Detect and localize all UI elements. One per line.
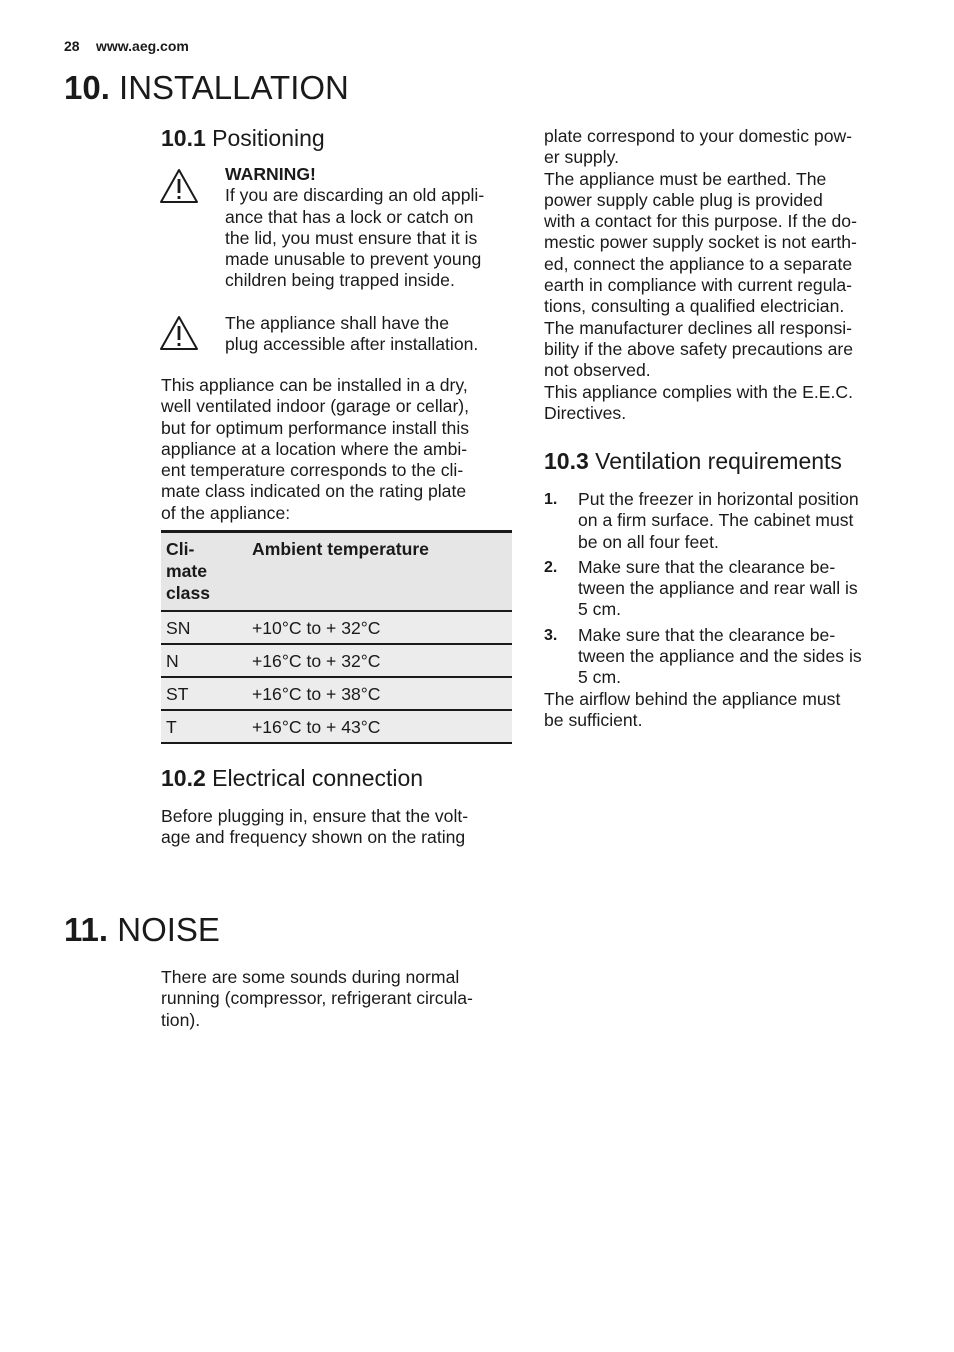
intro-line: This appliance can be installed in a dry, xyxy=(161,375,468,395)
table-row xyxy=(161,611,512,644)
subsection-title: Positioning xyxy=(212,125,325,151)
positioning-intro xyxy=(161,375,469,524)
subsection-10-1-heading xyxy=(161,123,325,153)
climate-class-cell: ST xyxy=(161,677,247,710)
section-title: INSTALLATION xyxy=(119,69,349,106)
step-line: Make sure that the clearance be- xyxy=(578,624,836,645)
step-line: Put the freezer in horizontal position xyxy=(578,489,859,509)
electrical-line: The appliance must be earthed. The xyxy=(544,168,827,189)
electrical-line: ed, connect the appliance to a separate xyxy=(544,253,853,274)
warning-line: If you are discarding an old appli- xyxy=(225,185,485,206)
step-line: tween the appliance and rear wall is xyxy=(578,578,858,599)
step-line: be on all four feet. xyxy=(578,531,719,552)
temperature-cell: +16°C to + 43°C xyxy=(247,710,512,743)
electrical-line: mestic power supply socket is not earth- xyxy=(544,232,857,253)
intro-line: appliance at a location where the ambi- xyxy=(161,438,468,459)
noise-line: tion). xyxy=(161,1009,201,1030)
electrical-line: not observed. xyxy=(544,360,651,381)
warning-line: made unusable to prevent young xyxy=(225,249,482,270)
subsection-10-3-heading xyxy=(544,446,842,476)
electrical-text-left xyxy=(161,806,468,849)
plug-note-line: plug accessible after installation. xyxy=(225,334,479,355)
electrical-line: tions, consulting a qualified electrician. xyxy=(544,296,845,317)
section-title: NOISE xyxy=(117,911,220,948)
climate-class-table xyxy=(161,530,512,744)
warning-line: ance that has a lock or catch on xyxy=(225,206,474,227)
warning-icon xyxy=(159,168,199,204)
warning-line: children being trapped inside. xyxy=(225,270,455,291)
intro-line: of the appliance: xyxy=(161,502,291,523)
section-number: 10. xyxy=(64,69,110,106)
temperature-cell: +16°C to + 32°C xyxy=(247,644,512,677)
section-number: 11. xyxy=(64,911,109,948)
step-line: 5 cm. xyxy=(578,599,622,620)
electrical-line: earth in compliance with current regula- xyxy=(544,275,853,296)
electrical-line: plate correspond to your domestic pow- xyxy=(544,126,853,146)
electrical-line: Directives. xyxy=(544,402,627,423)
step-number: 1. xyxy=(544,491,558,508)
warning-block xyxy=(225,164,484,292)
plug-note xyxy=(225,313,478,356)
plug-note-line: The appliance shall have the xyxy=(225,313,449,333)
electrical-line: power supply cable plug is provided xyxy=(544,189,823,210)
table-row xyxy=(161,644,512,677)
list-item xyxy=(544,557,904,621)
warning-label: WARNING! xyxy=(225,164,316,184)
step-number: 2. xyxy=(544,558,558,576)
noise-line: running (compressor, refrigerant circula- xyxy=(161,988,473,1009)
closing-line: The airflow behind the appliance must xyxy=(544,688,841,709)
header-ambient-temperature: Ambient temperature xyxy=(247,532,512,612)
electrical-line: bility if the above safety precautions are xyxy=(544,338,854,359)
caution-icon xyxy=(159,315,199,351)
table-row xyxy=(161,677,512,710)
temperature-cell: +10°C to + 32°C xyxy=(247,611,512,644)
subsection-number: 10.3 xyxy=(544,448,589,474)
table-header-row xyxy=(161,532,512,612)
list-item xyxy=(544,625,904,689)
electrical-line: age and frequency shown on the rating xyxy=(161,827,466,848)
electrical-text-right xyxy=(544,126,857,424)
electrical-line: The manufacturer declines all responsi- xyxy=(544,317,853,338)
climate-class-cell: N xyxy=(161,644,247,677)
climate-class-cell: T xyxy=(161,710,247,743)
header-climate-class: Cli- mate class xyxy=(161,532,247,612)
step-line: 5 cm. xyxy=(578,667,622,688)
step-line: tween the appliance and the sides is xyxy=(578,646,862,667)
step-line: on a firm surface. The cabinet must xyxy=(578,510,854,531)
step-number: 3. xyxy=(544,626,558,644)
list-item xyxy=(544,489,904,553)
subsection-title: Ventilation requirements xyxy=(595,448,842,474)
intro-line: well ventilated indoor (garage or cellar), xyxy=(161,396,470,417)
subsection-title: Electrical connection xyxy=(212,765,424,791)
electrical-line: This appliance complies with the E.E.C. xyxy=(544,381,854,402)
warning-line: the lid, you must ensure that it is xyxy=(225,227,478,248)
electrical-line: with a contact for this purpose. If the do- xyxy=(544,211,857,232)
intro-line: mate class indicated on the rating plate xyxy=(161,481,467,502)
noise-line: There are some sounds during normal xyxy=(161,967,460,987)
step-line: Make sure that the clearance be- xyxy=(578,556,836,577)
section-11-heading xyxy=(64,910,220,950)
intro-line: ent temperature corresponds to the cli- xyxy=(161,460,464,481)
electrical-line: er supply. xyxy=(544,147,619,168)
intro-line: but for optimum performance install this xyxy=(161,417,470,438)
website-url: www.aeg.com xyxy=(96,38,189,54)
closing-line: be sufficient. xyxy=(544,709,643,730)
ventilation-steps xyxy=(544,489,904,731)
table-row xyxy=(161,710,512,743)
section-10-heading xyxy=(64,68,349,108)
electrical-line: Before plugging in, ensure that the volt- xyxy=(161,806,469,826)
temperature-cell: +16°C to + 38°C xyxy=(247,677,512,710)
climate-class-cell: SN xyxy=(161,611,247,644)
subsection-number: 10.2 xyxy=(161,765,206,791)
subsection-10-2-heading xyxy=(161,763,423,793)
page-number: 28 xyxy=(64,38,80,54)
noise-text xyxy=(161,967,473,1031)
subsection-number: 10.1 xyxy=(161,125,206,151)
